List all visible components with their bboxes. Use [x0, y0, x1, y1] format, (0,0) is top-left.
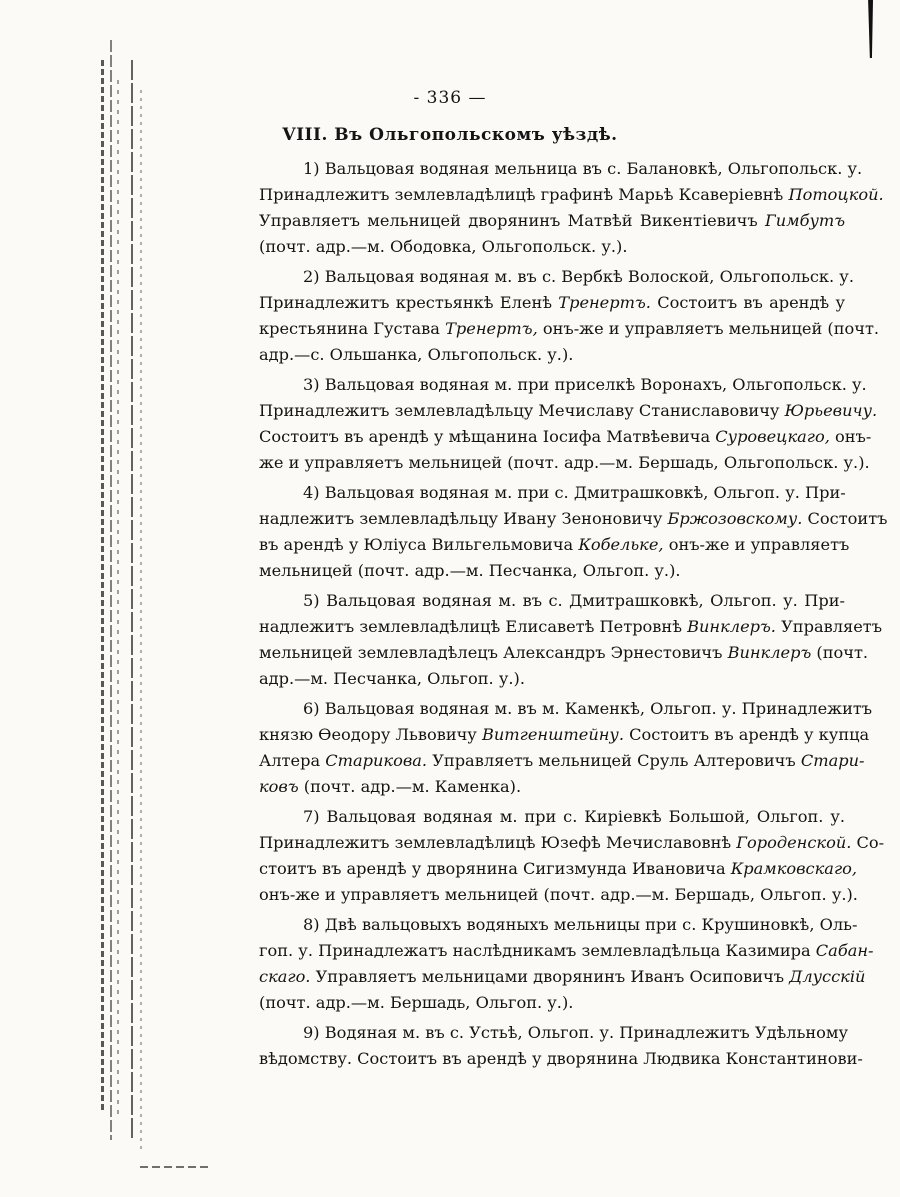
paragraph [259, 804, 885, 908]
scan-edge-mark [117, 80, 119, 1120]
text-line: (почт. адр.—м. Ободовка, Ольгопольск. у.). [259, 237, 628, 256]
text-line: же и управляетъ мельницей (почт. адр.—м. Бершадь, Ольгопольск. у.). [259, 453, 870, 472]
paragraph [259, 372, 878, 476]
italic-name: Винклеръ. [687, 617, 776, 636]
paragraph [259, 1020, 863, 1072]
italic-name: Гимбутъ [765, 211, 845, 230]
italic-name: Юрьевичу. [784, 401, 878, 420]
text-line: 2) Вальцовая водяная м. въ с. Вербкѣ Волоской, Ольгопольск. у. [303, 267, 854, 286]
italic-name: Крамковскаго, [730, 859, 858, 878]
text-line: онъ-же и управляетъ мельницей (почт. адр.—м. Бершадь, Ольгоп. у.). [259, 885, 858, 904]
text-line: князю Ѳеодору Львовичу Витгенштейну. Состоитъ въ арендѣ у купца [259, 725, 870, 744]
italic-name: Потоцкой. [788, 185, 884, 204]
text-line: Состоитъ въ арендѣ у мѣщанина Іосифа Матвѣевича Суровецкаго, онъ- [259, 427, 872, 446]
text-line: Принадлежитъ крестьянкѣ Еленѣ Тренертъ. Состоитъ въ арендѣ у [259, 293, 845, 312]
paragraph [259, 696, 873, 800]
text-line: 8) Двѣ вальцовыхъ водяныхъ мельницы при с. Крушиновкѣ, Оль- [303, 915, 858, 934]
italic-name: Стари- [800, 751, 865, 770]
italic-name: Винклеръ [727, 643, 812, 662]
text-line: крестьянина Густава Тренертъ, онъ-же и управляетъ мельницей (почт. [259, 319, 880, 338]
italic-name: Длусскій [789, 967, 866, 986]
paragraph [259, 156, 884, 260]
text-line: 3) Вальцовая водяная м. при приселкѣ Воронахъ, Ольгопольск. у. [303, 375, 867, 394]
body-text [259, 156, 888, 1072]
paragraph [259, 912, 874, 1016]
text-line: (почт. адр.—м. Бершадь, Ольгоп. у.). [259, 993, 574, 1012]
italic-name: Городенской. [736, 833, 852, 852]
paragraph [259, 588, 883, 692]
text-line: 9) Водяная м. въ с. Устьѣ, Ольгоп. у. Принадлежитъ Удѣльному [303, 1023, 849, 1042]
text-line: адр.—с. Ольшанка, Ольгопольск. у.). [259, 345, 574, 364]
italic-name: Витгенштейну. [481, 725, 624, 744]
text-line: Принадлежитъ землевладѣлицѣ Юзефѣ Мечиславовнѣ Городенской. Со- [259, 833, 885, 852]
italic-name: Суровецкаго, [715, 427, 830, 446]
page-number: - 336 — [413, 88, 487, 108]
scan-edge-mark [866, 0, 873, 58]
text-line: Алтера Старикова. Управляетъ мельницей Сруль Алтеровичъ Стари- [259, 751, 865, 770]
text-line: 6) Вальцовая водяная м. въ м. Каменкѣ, Ольгоп. у. Принадлежитъ [303, 699, 873, 718]
text-line: скаго. Управляетъ мельницами дворянинъ Иванъ Осиповичъ Длусскій [259, 967, 866, 986]
italic-name: Бржозовскому. [667, 509, 803, 528]
italic-name: Тренертъ, [445, 319, 538, 338]
text-line: надлежитъ землевладѣльцу Ивану Зеноновичу Бржозовскому. Состоитъ [259, 509, 888, 528]
text-line: стоитъ въ арендѣ у дворянина Сигизмунда Ивановича Крамковскаго, [259, 859, 858, 878]
paragraph [259, 264, 880, 368]
text-line: 7) Вальцовая водяная м. при с. Киріевкѣ Большой, Ольгоп. у. [303, 807, 845, 826]
text-line: вѣдомству. Состоитъ въ арендѣ у дворянина Людвика Константинови- [259, 1049, 863, 1068]
paragraph [259, 480, 888, 584]
text-line: мельницей (почт. адр.—м. Песчанка, Ольгоп. у.). [259, 561, 681, 580]
italic-name: ковъ [259, 777, 299, 796]
scan-edge-mark [140, 90, 142, 1150]
text-line: Управляетъ мельницей дворянинъ Матвѣй Викентіевичъ Гимбутъ [259, 211, 845, 230]
italic-name: скаго. [259, 967, 311, 986]
text-line: ковъ (почт. адр.—м. Каменка). [259, 777, 522, 796]
text-line: адр.—м. Песчанка, Ольгоп. у.). [259, 669, 525, 688]
italic-name: Тренертъ. [558, 293, 651, 312]
scan-edge-mark [131, 60, 133, 1140]
text-line: 4) Вальцовая водяная м. при с. Дмитрашковкѣ, Ольгоп. у. При- [303, 483, 846, 502]
italic-name: Кобельке, [578, 535, 664, 554]
italic-name: Старикова. [325, 751, 428, 770]
text-line: въ арендѣ у Юліуса Вильгельмовича Кобельке, онъ-же и управляетъ [259, 535, 850, 554]
scan-edge-mark [110, 40, 112, 1140]
text-line: 1) Вальцовая водяная мельница въ с. Балановкѣ, Ольгопольск. у. [303, 159, 863, 178]
text-line: гоп. у. Принадлежатъ наслѣдникамъ землевладѣльца Казимира Сабан- [259, 941, 874, 960]
text-line: мельницей землевладѣлецъ Александръ Эрнестовичъ Винклеръ (почт. [259, 643, 869, 662]
scan-edge-mark [101, 60, 104, 1110]
text-line: Принадлежитъ землевладѣльцу Мечиславу Станиславовичу Юрьевичу. [259, 401, 878, 420]
scan-edge-mark [140, 1166, 210, 1168]
text-line: 5) Вальцовая водяная м. въ с. Дмитрашковкѣ, Ольгоп. у. При- [303, 591, 845, 610]
section-title: VIII. Въ Ольгопольскомъ уѣздѣ. [282, 125, 618, 145]
text-line: Принадлежитъ землевладѣлицѣ графинѣ Марьѣ Ксаверіевнѣ Потоцкой. [259, 185, 884, 204]
italic-name: Сабан- [815, 941, 874, 960]
text-line: надлежитъ землевладѣлицѣ Елисаветѣ Петровнѣ Винклеръ. Управляетъ [259, 617, 883, 636]
